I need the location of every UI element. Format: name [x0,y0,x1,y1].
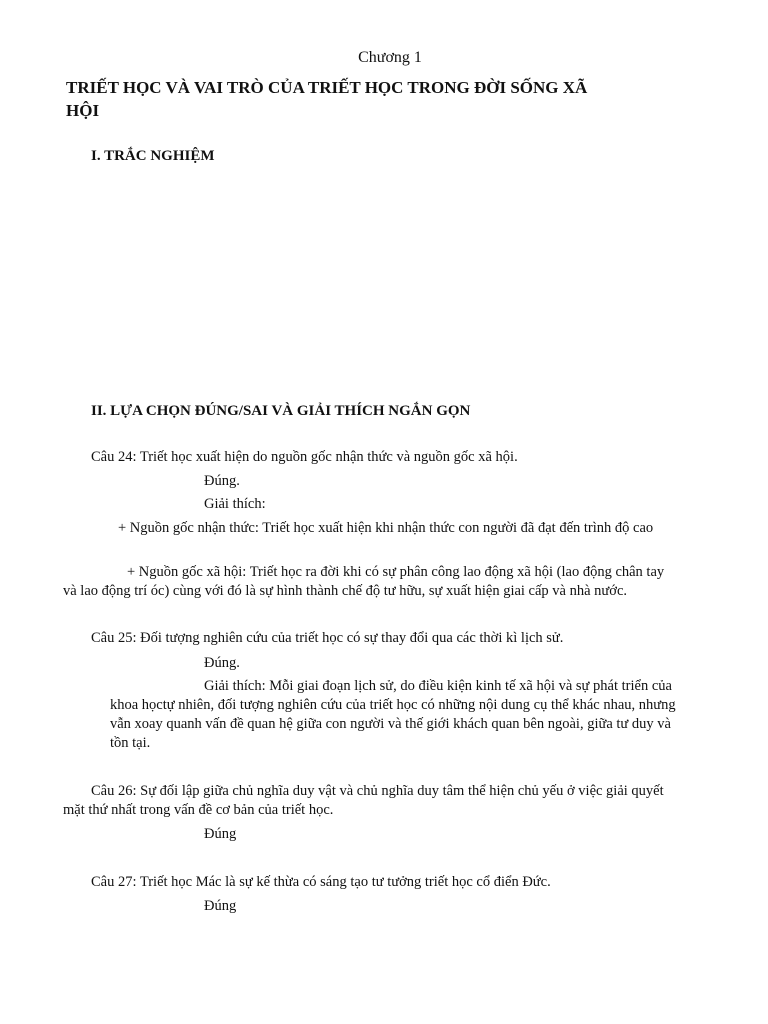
question-24-bullet-1: + Nguồn gốc nhận thức: Triết học xuất hiện khi nhận thức con người đã đạt đến trình độ cao [118,520,654,536]
question-25: Câu 25: Đối tượng nghiên cứu của triết học có sự thay đổi qua các thời kì lịch sử. [91,630,564,646]
question-27-answer: Đúng [204,898,237,914]
question-25-explain-line-2: khoa họctự nhiên, đối tượng nghiên cứu của triết học có những nội dung cụ thể khác nhau, nhưng [110,697,676,713]
question-25-explain-line-3: vẫn xoay quanh vấn đề quan hệ giữa con người và thế giới khách quan bên ngoài, giữa tư duy và [110,716,671,732]
chapter-title [66,76,686,122]
chapter-title-line-1: TRIẾT HỌC VÀ VAI TRÒ CỦA TRIẾT HỌC TRONG ĐỜI SỐNG XÃ [66,78,588,97]
question-24-bullet-2-line-1: + Nguồn gốc xã hội: Triết học ra đời khi có sự phân công lao động xã hội (lao động chân tay [127,564,665,580]
question-24-explain-label: Giải thích: [204,496,266,512]
question-26-answer: Đúng [204,826,237,842]
question-24: Câu 24: Triết học xuất hiện do nguồn gốc nhận thức và nguồn gốc xã hội. [91,449,518,465]
question-24-bullet-2-line-2: và lao động trí óc) cùng với đó là sự hình thành chế độ tư hữu, sự xuất hiện giai cấp và nhà nước. [63,583,628,599]
question-26-line-2: mặt thứ nhất trong vấn đề cơ bản của triết học. [63,802,334,818]
question-25-explain-line-1: Giải thích: Mỗi giai đoạn lịch sử, do điều kiện kinh tế xã hội và sự phát triển của [204,678,672,694]
chapter-label: Chương 1 [358,49,422,66]
question-24-answer: Đúng. [204,473,240,489]
section-1-heading: I. TRẮC NGHIỆM [91,148,215,164]
section-2-heading: II. LỰA CHỌN ĐÚNG/SAI VÀ GIẢI THÍCH NGẮN GỌN [91,403,471,419]
question-27: Câu 27: Triết học Mác là sự kế thừa có sáng tạo tư tưởng triết học cổ điển Đức. [91,874,551,890]
question-26-line-1: Câu 26: Sự đối lập giữa chủ nghĩa duy vật và chủ nghĩa duy tâm thể hiện chủ yếu ở việc giải quyết [91,783,664,799]
question-25-answer: Đúng. [204,655,240,671]
question-25-explain-line-4: tồn tại. [110,735,151,751]
chapter-title-line-2: HỘI [66,101,100,120]
